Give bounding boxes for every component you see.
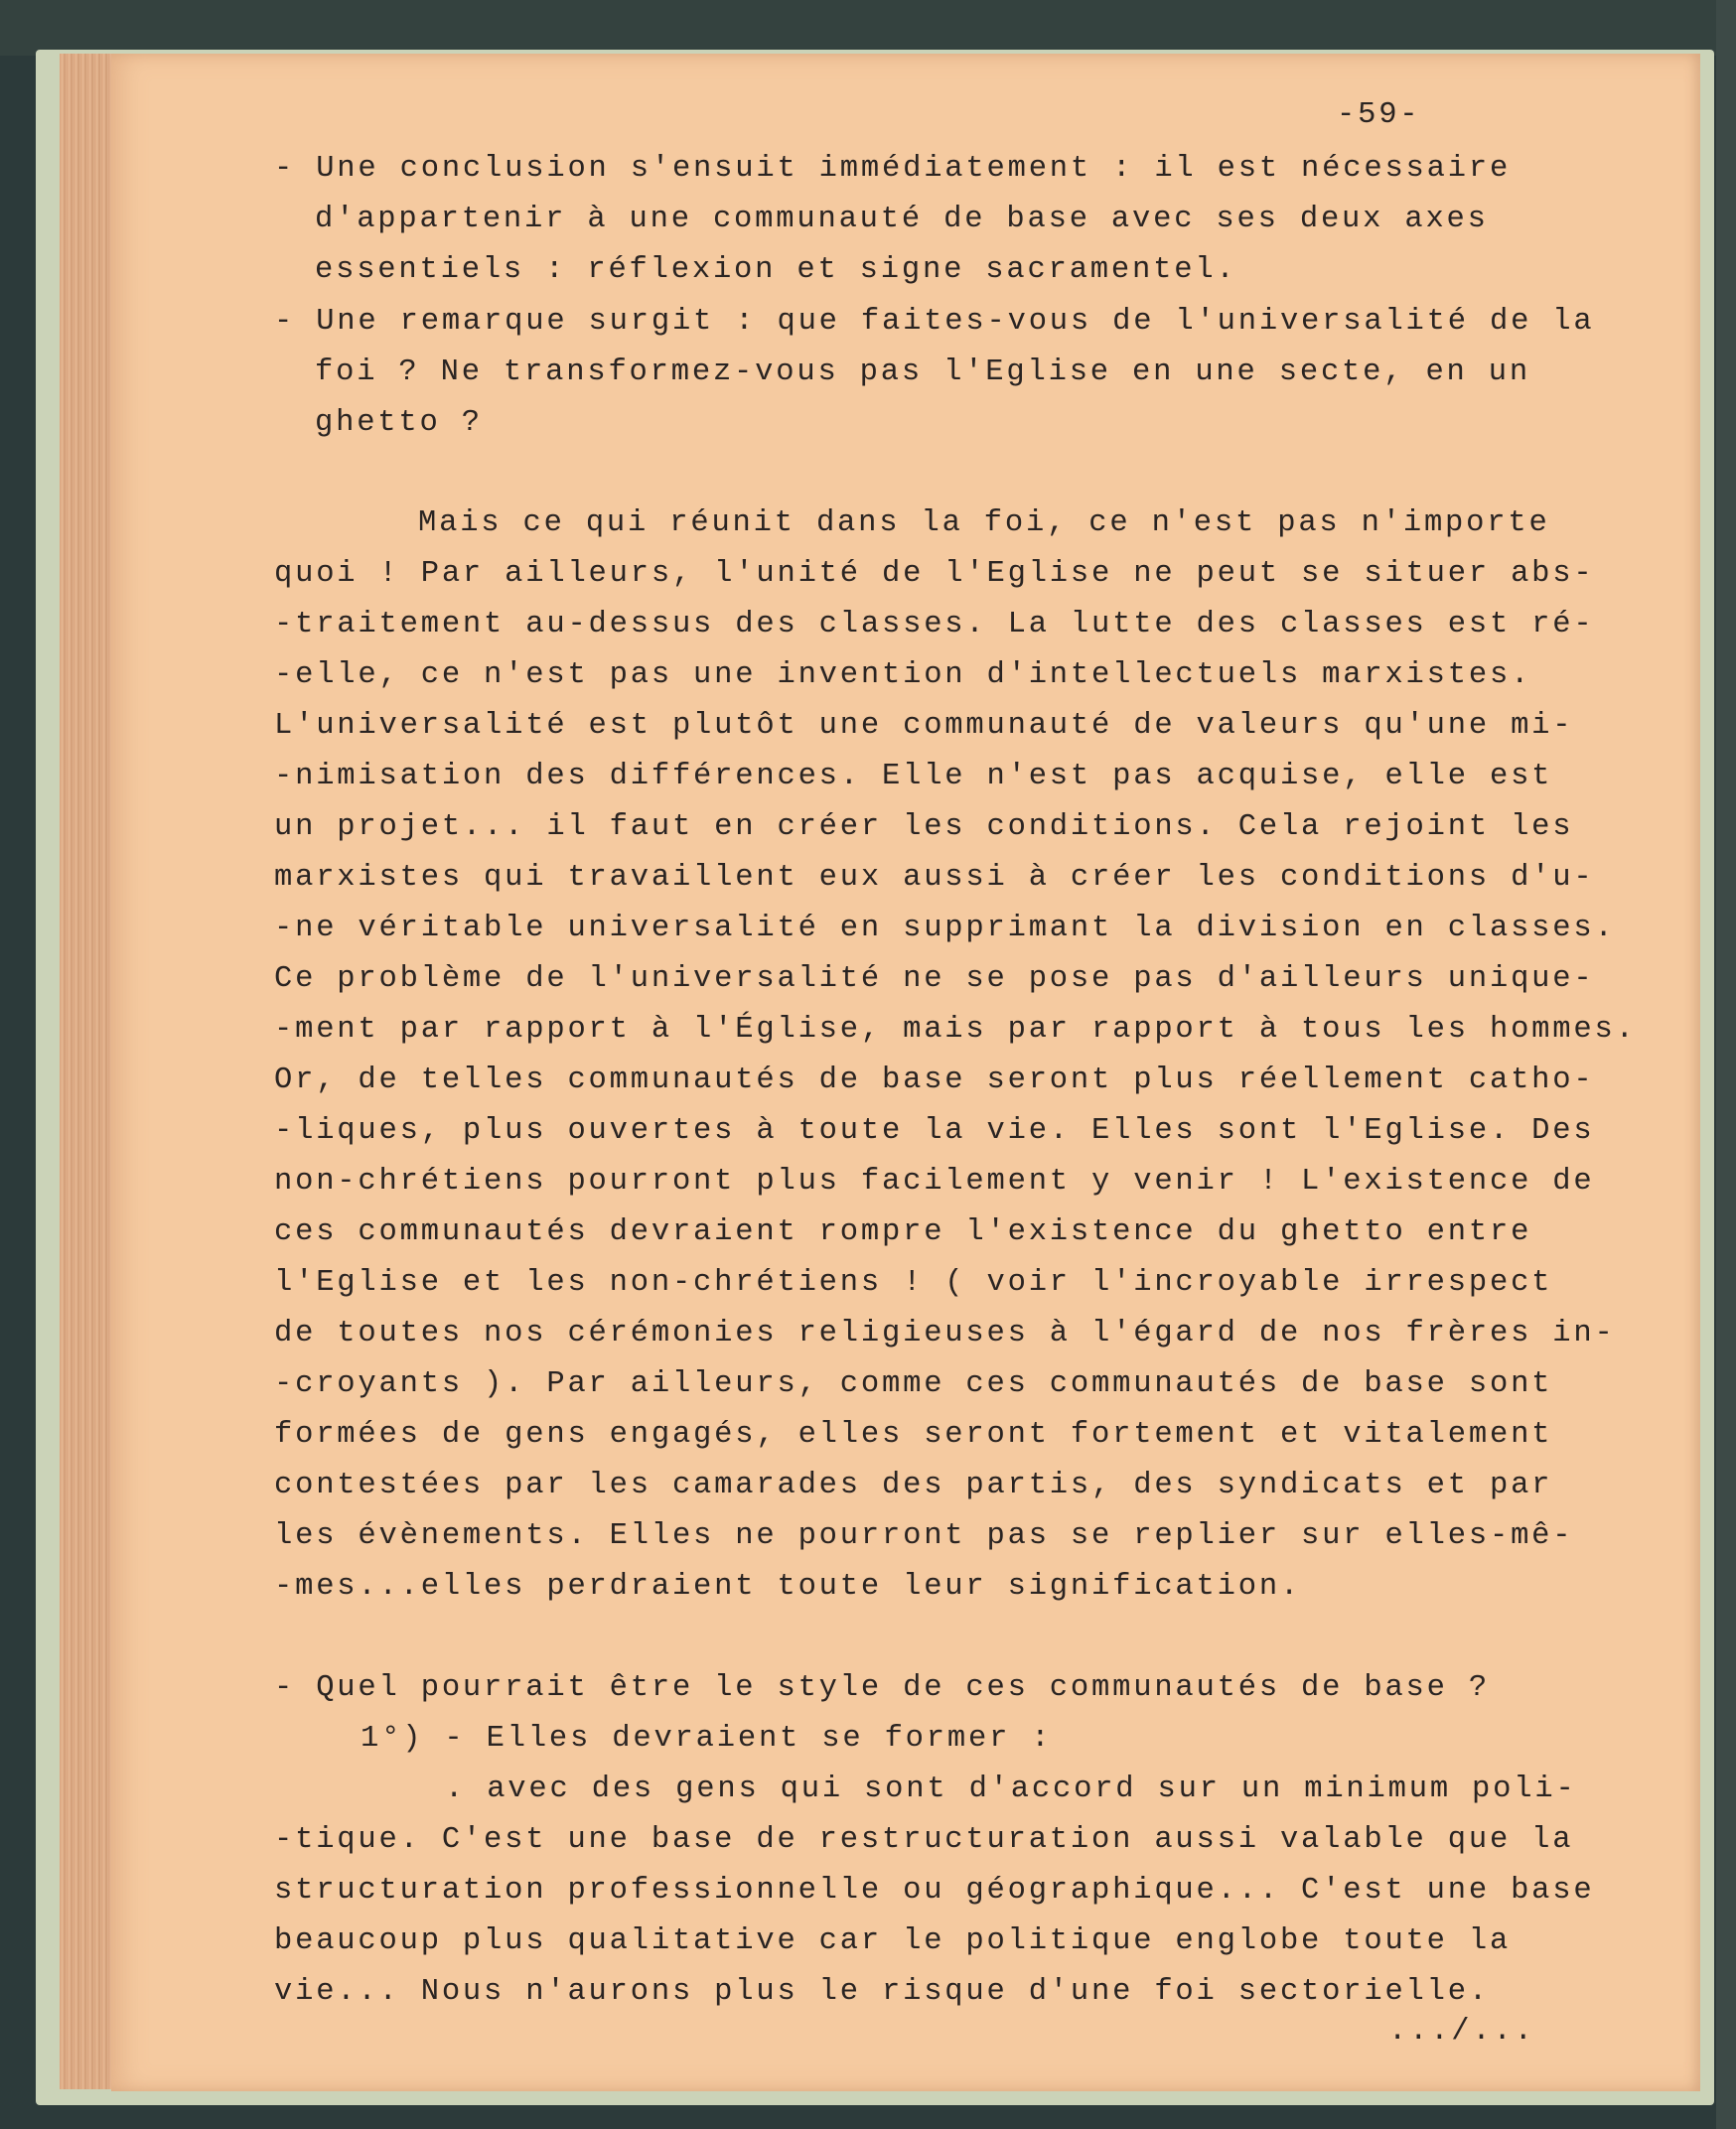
page-number: -59- [1337,98,1421,132]
point-line: beaucoup plus qualitative car le politique englobe toute la [274,1924,1512,1958]
paragraph-line: l'Eglise et les non-chrétiens ! ( voir l'incroyable irrespect [274,1266,1553,1300]
paragraph-line: -nimisation des différences. Elle n'est pas acquise, elle est [274,760,1553,793]
point-heading: 1°) - Elles devraient se former : [361,1722,1053,1756]
paragraph-line: -croyants ). Par ailleurs, comme ces communautés de base sont [274,1367,1553,1401]
paragraph-line: -traitement au-dessus des classes. La lutte des classes est ré- [274,608,1595,641]
paragraph-line: Ce problème de l'universalité ne se pose pas d'ailleurs unique- [274,962,1595,996]
paragraph-line: ces communautés devraient rompre l'existence du ghetto entre [274,1215,1532,1249]
paragraph-line: de toutes nos cérémonies religieuses à l'égard de nos frères in- [274,1317,1616,1350]
bullet-line: d'appartenir à une communauté de base avec ses deux axes [315,203,1489,236]
point-line: -tique. C'est une base de restructuration aussi valable que la [274,1823,1574,1857]
paragraph-line: quoi ! Par ailleurs, l'unité de l'Eglise ne peut se situer abs- [274,557,1595,591]
bullet-line: essentiels : réflexion et signe sacramentel. [315,253,1237,287]
point-line: structuration professionnelle ou géographique... C'est une base [274,1874,1595,1908]
paragraph-line: non-chrétiens pourront plus facilement y venir ! L'existence de [274,1165,1595,1199]
paragraph-line: -elle, ce n'est pas une invention d'intellectuels marxistes. [274,658,1532,692]
paragraph-line: -mes...elles perdraient toute leur signification. [274,1570,1302,1604]
paragraph-line: -ne véritable universalité en supprimant la division en classes. [274,912,1616,945]
paragraph-line: Mais ce qui réunit dans la foi, ce n'est pas n'importe [418,506,1550,540]
paragraph-line: L'universalité est plutôt une communauté de valeurs qu'une mi- [274,709,1574,743]
paragraph-line: -liques, plus ouvertes à toute la vie. Elles sont l'Eglise. Des [274,1114,1595,1148]
point-line: vie... Nous n'aurons plus le risque d'une foi sectorielle. [274,1975,1490,2009]
paragraph-line: marxistes qui travaillent eux aussi à créer les conditions d'u- [274,861,1595,895]
paragraph-line: les évènements. Elles ne pourront pas se replier sur elles-mê- [274,1519,1574,1553]
continuation-mark: .../... [1388,2015,1535,2049]
bullet-line: ghetto ? [315,406,483,440]
paragraph-line: Or, de telles communautés de base seront plus réellement catho- [274,1064,1595,1097]
bullet-line: - Une conclusion s'ensuit immédiatement : il est nécessaire [274,152,1512,186]
paragraph-line: -ment par rapport à l'Église, mais par rapport à tous les hommes. [274,1013,1637,1047]
style-question: - Quel pourrait être le style de ces communautés de base ? [274,1671,1490,1705]
paragraph-line: un projet... il faut en créer les conditions. Cela rejoint les [274,810,1574,844]
point-line: . avec des gens qui sont d'accord sur un minimum poli- [445,1773,1577,1806]
paragraph-line: formées de gens engagés, elles seront fortement et vitalement [274,1418,1553,1452]
paragraph-line: contestées par les camarades des partis, des syndicats et par [274,1469,1553,1502]
bullet-line: - Une remarque surgit : que faites-vous de l'universalité de la [274,305,1595,339]
bullet-line: foi ? Ne transformez-vous pas l'Eglise en une secte, en un [315,355,1530,389]
